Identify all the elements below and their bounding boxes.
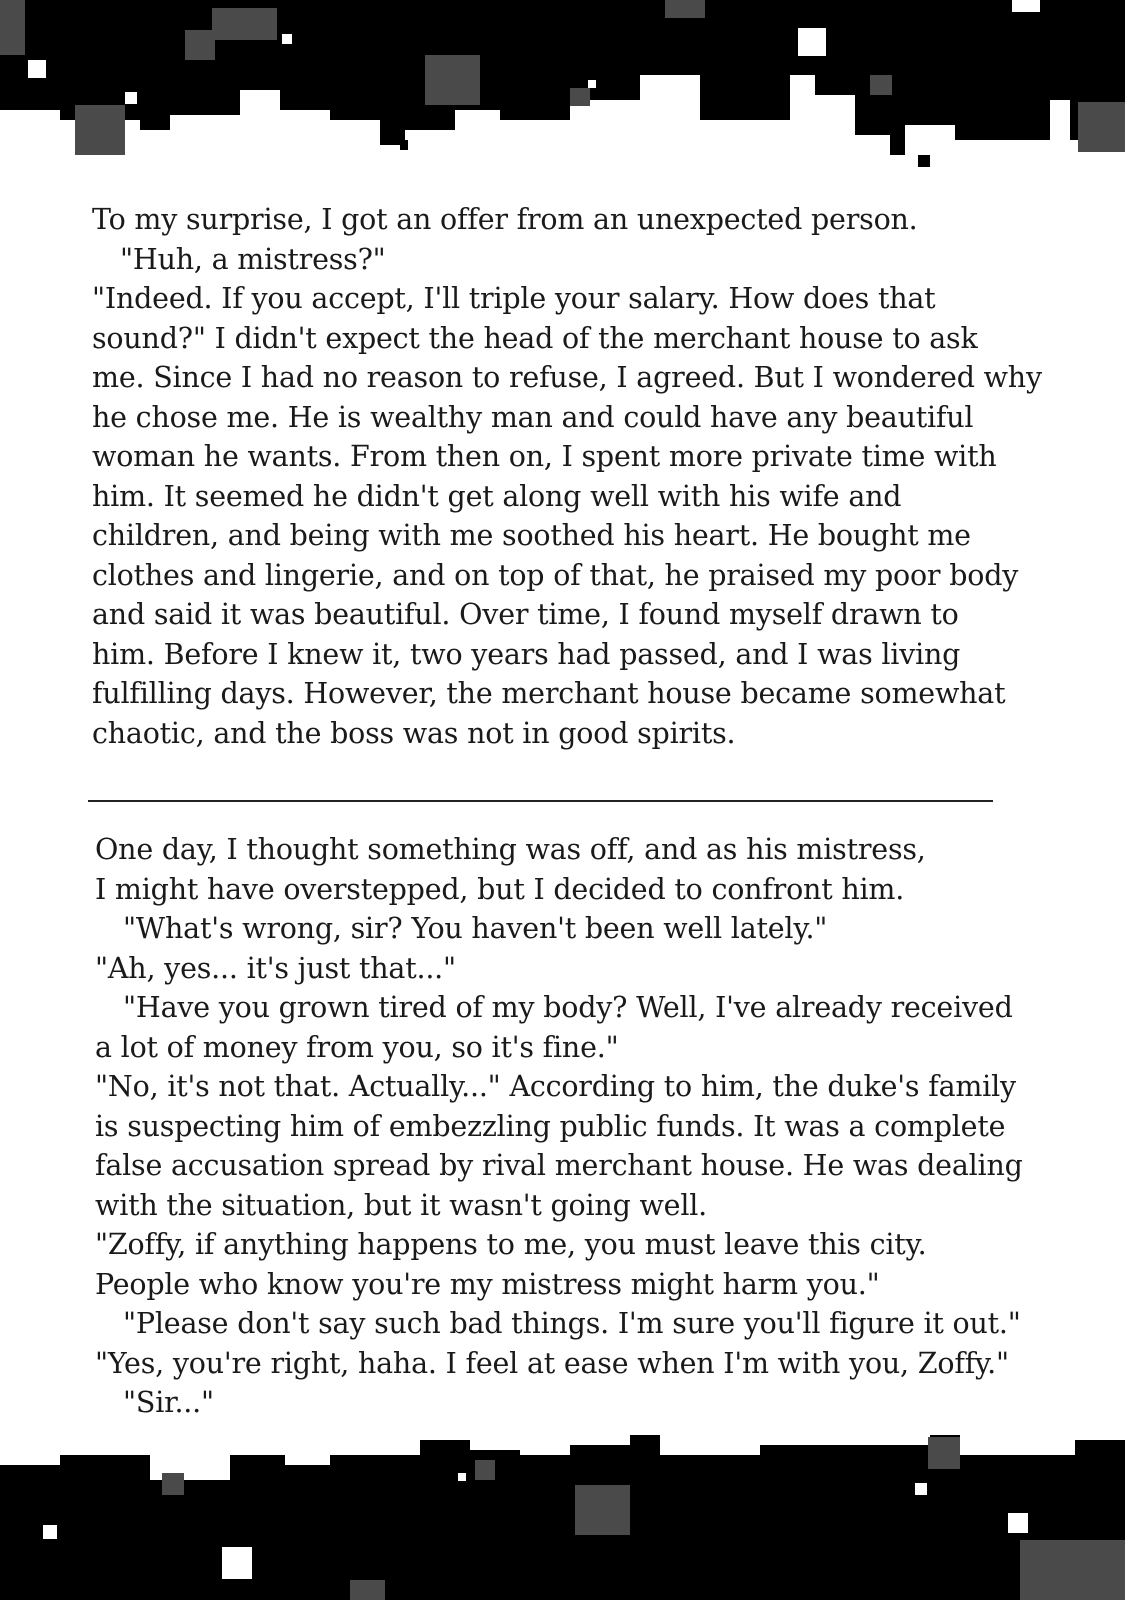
text-line: clothes and lingerie, and on top of that, he praised my poor body: [92, 558, 1019, 592]
text-line: me. Since I had no reason to refuse, I agreed. But I wondered why: [92, 361, 1042, 394]
text-line: "What's wrong, sir? You haven't been well lately.": [123, 912, 828, 945]
bottom-pixel-border: [0, 1425, 1125, 1600]
text-line: woman he wants. From then on, I spent more private time with: [92, 440, 997, 473]
text-line: People who know you're my mistress might harm you.": [95, 1267, 880, 1301]
text-line: "Please don't say such bad things. I'm sure you'll figure it out.": [123, 1307, 1021, 1340]
text-line: "No, it's not that. Actually..." According to him, the duke's family: [95, 1070, 1016, 1103]
text-line: he chose me. He is wealthy man and could have any beautiful: [92, 400, 974, 434]
text-line: "Sir...": [123, 1386, 214, 1419]
text-line: "Ah, yes... it's just that...": [95, 951, 456, 985]
text-line: To my surprise, I got an offer from an unexpected person.: [92, 203, 918, 236]
text-section-1: [92, 200, 1042, 753]
top-pixel-border: [0, 0, 1125, 175]
text-line: children, and being with me soothed his heart. He bought me: [92, 519, 971, 552]
text-line: fulfilling days. However, the merchant house became somewhat: [92, 677, 1006, 710]
text-line: him. Before I knew it, two years had passed, and I was living: [92, 637, 961, 671]
text-line: I might have overstepped, but I decided to confront him.: [95, 872, 905, 906]
text-line: chaotic, and the boss was not in good spirits.: [92, 716, 736, 750]
text-line: "Indeed. If you accept, I'll triple your salary. How does that: [92, 282, 936, 315]
text-line: "Yes, you're right, haha. I feel at ease when I'm with you, Zoffy.": [95, 1346, 1009, 1380]
text-line: false accusation spread by rival merchant house. He was dealing: [95, 1149, 1023, 1182]
text-line: is suspecting him of embezzling public funds. It was a complete: [95, 1109, 1006, 1143]
text-line: "Have you grown tired of my body? Well, I've already received: [123, 991, 1013, 1024]
text-line: "Huh, a mistress?": [120, 242, 386, 276]
text-line: One day, I thought something was off, and as his mistress,: [95, 833, 926, 866]
text-line: a lot of money from you, so it's fine.": [95, 1030, 619, 1064]
text-line: sound?" I didn't expect the head of the merchant house to ask: [92, 321, 978, 355]
text-line: and said it was beautiful. Over time, I found myself drawn to: [92, 598, 959, 631]
text-line: him. It seemed he didn't get along well with his wife and: [92, 479, 902, 513]
text-line: with the situation, but it wasn't going well.: [95, 1188, 708, 1222]
text-line: "Zoffy, if anything happens to me, you must leave this city.: [95, 1228, 927, 1261]
section-divider: [88, 800, 993, 802]
text-section-2: [95, 830, 1023, 1423]
